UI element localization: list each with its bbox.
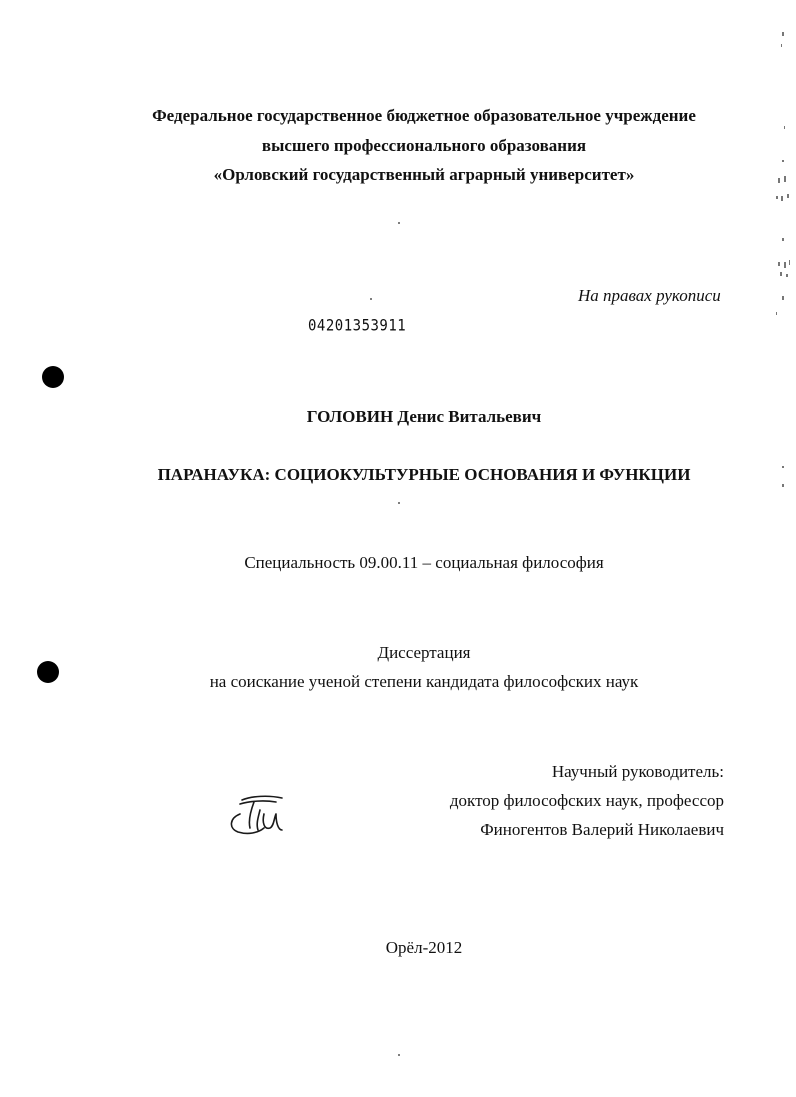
institution-line-2: высшего профессионального образования <box>261 136 587 155</box>
dissertation-label: Диссертация <box>377 643 471 662</box>
punch-hole-top <box>42 366 64 388</box>
handwritten-signature <box>228 792 288 840</box>
dissertation-degree: на соискание ученой степени кандидата философских наук <box>209 672 639 691</box>
scan-speck <box>398 502 400 504</box>
place-and-year: Орёл-2012 <box>385 938 463 957</box>
author-name-text: ГОЛОВИН Денис Витальевич <box>306 407 542 426</box>
institution-line-1: Федеральное государственное бюджетное образовательное учреждение <box>152 106 696 125</box>
dissertation-title: ПАРАНАУКА: СОЦИОКУЛЬТУРНЫЕ ОСНОВАНИЯ И ФУНКЦИИ <box>157 465 691 484</box>
author-name <box>0 407 796 427</box>
scan-speck <box>398 222 400 224</box>
supervisor-degree: доктор философских наук, профессор <box>449 791 724 810</box>
scan-speck <box>398 1054 400 1056</box>
scan-speck <box>370 298 372 300</box>
supervisor-name: Финогентов Валерий Николаевич <box>480 820 724 839</box>
manuscript-note: На правах рукописи <box>578 286 721 305</box>
institution-line-3: «Орловский государственный аграрный университет» <box>213 165 635 184</box>
specialty: Специальность 09.00.11 – социальная философия <box>244 553 604 572</box>
document-number: 04201353911 <box>308 316 407 336</box>
supervisor-label: Научный руководитель: <box>551 762 724 781</box>
